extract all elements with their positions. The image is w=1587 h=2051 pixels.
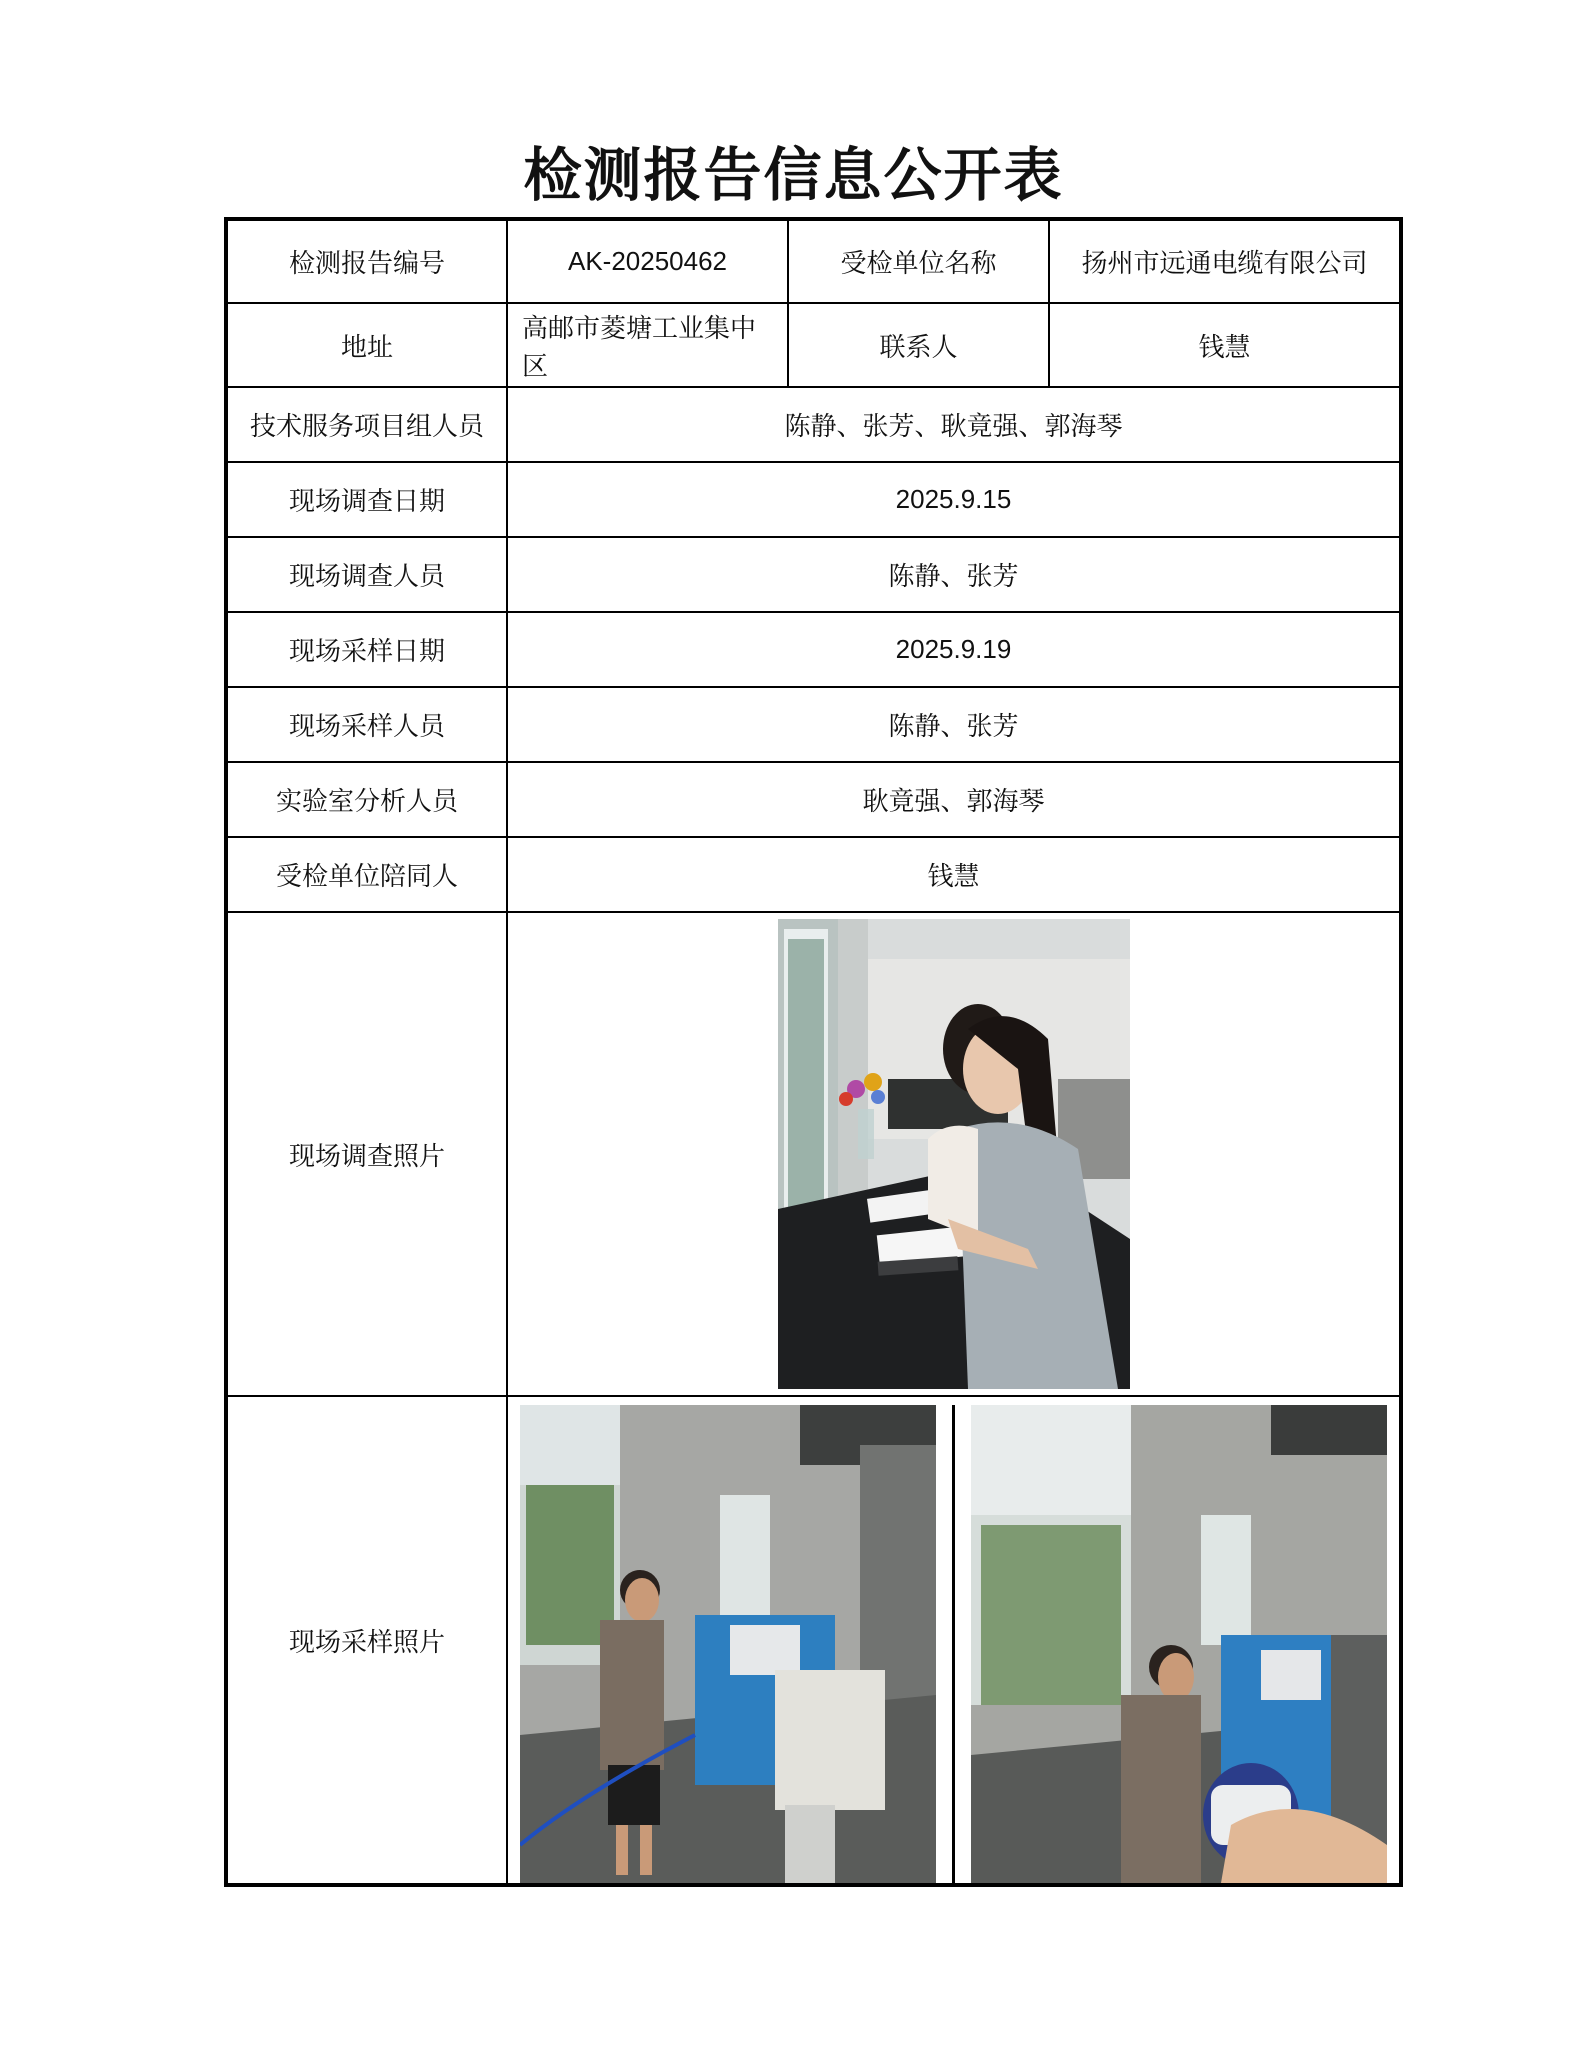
table-row: [226, 1396, 1401, 1885]
sample-staff-value: 陈静、张芳: [507, 687, 1401, 762]
report-no-value: AK-20250462: [507, 219, 788, 303]
escort-label: 受检单位陪同人: [226, 837, 507, 912]
report-no-label: 检测报告编号: [226, 219, 507, 303]
sample-photo-cell: [507, 1396, 1401, 1885]
sample-photo-1: [520, 1405, 936, 1883]
lab-staff-label: 实验室分析人员: [226, 762, 507, 837]
address-label: 地址: [226, 303, 507, 387]
table-row: [226, 387, 1401, 462]
table-row: [226, 762, 1401, 837]
escort-value: 钱慧: [507, 837, 1401, 912]
photo-divider: [952, 1405, 955, 1883]
table-row: [226, 219, 1401, 303]
unit-name-label: 受检单位名称: [788, 219, 1049, 303]
sample-photo-pair: [520, 1405, 1387, 1883]
table-row: [226, 837, 1401, 912]
survey-staff-label: 现场调查人员: [226, 537, 507, 612]
sample-date-value: 2025.9.19: [507, 612, 1401, 687]
table-row: [226, 687, 1401, 762]
lab-staff-value: 耿竟强、郭海琴: [507, 762, 1401, 837]
table-row: [226, 912, 1401, 1396]
table-row: [226, 462, 1401, 537]
team-label: 技术服务项目组人员: [226, 387, 507, 462]
sample-photo-2: [971, 1405, 1387, 1883]
survey-photo-label: 现场调查照片: [226, 912, 507, 1396]
table-row: [226, 537, 1401, 612]
table-row: [226, 612, 1401, 687]
address-value: 高邮市菱塘工业集中区: [507, 303, 788, 387]
page-title: 检测报告信息公开表: [523, 141, 1064, 209]
report-table: [224, 217, 1403, 1887]
table-row: [226, 303, 1401, 387]
survey-photo: [778, 919, 1130, 1389]
contact-value: 钱慧: [1049, 303, 1401, 387]
unit-name-value: 扬州市远通电缆有限公司: [1049, 219, 1401, 303]
team-value: 陈静、张芳、耿竟强、郭海琴: [507, 387, 1401, 462]
sample-staff-label: 现场采样人员: [226, 687, 507, 762]
sample-photo-label: 现场采样照片: [226, 1396, 507, 1885]
contact-label: 联系人: [788, 303, 1049, 387]
survey-staff-value: 陈静、张芳: [507, 537, 1401, 612]
survey-photo-cell: [507, 912, 1401, 1396]
sample-date-label: 现场采样日期: [226, 612, 507, 687]
survey-date-value: 2025.9.15: [507, 462, 1401, 537]
survey-date-label: 现场调查日期: [226, 462, 507, 537]
